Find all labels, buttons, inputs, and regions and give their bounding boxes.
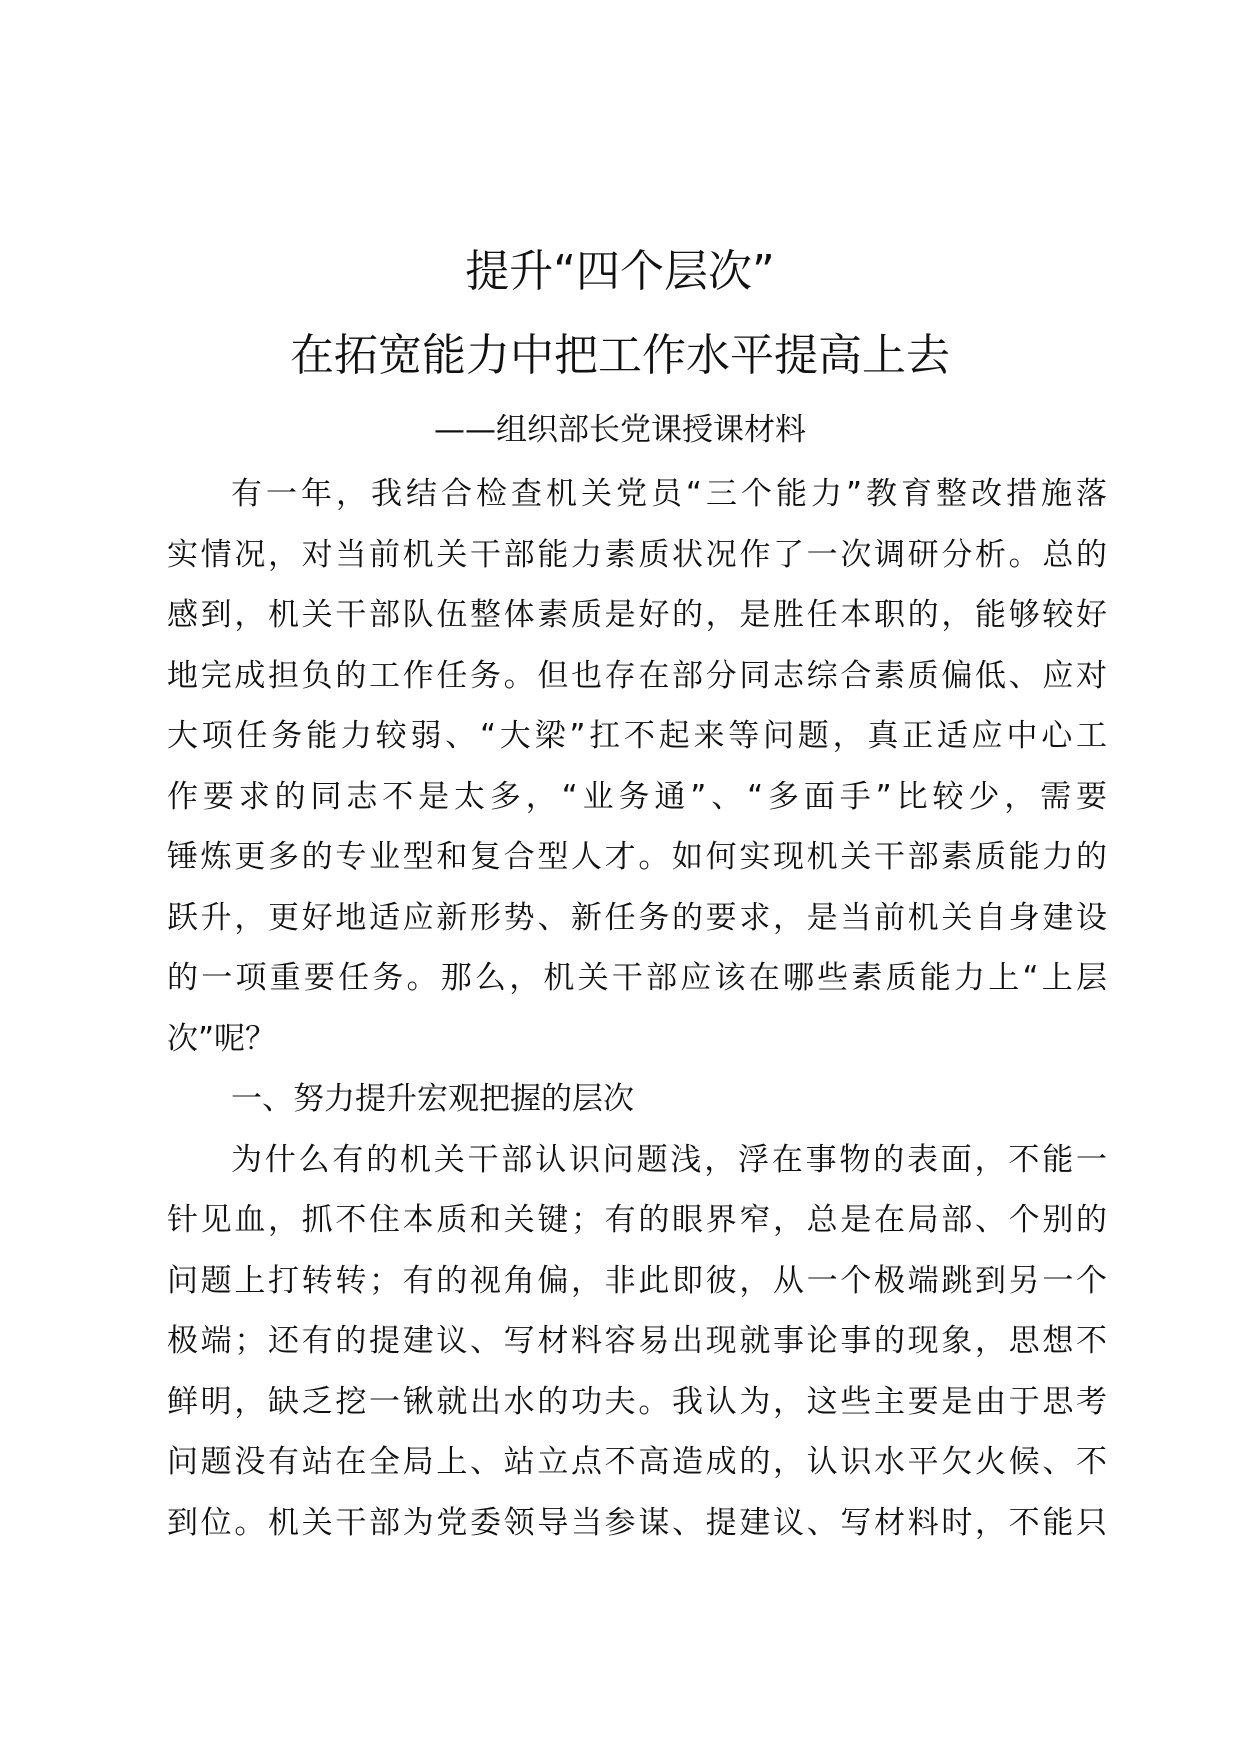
paragraph-2	[167, 1130, 1107, 1554]
paragraph-line: 为什么有的机关干部认识问题浅，浮在事物的表面，不能一	[231, 1141, 1107, 1178]
subtitle: ——组织部长党课授课材料	[434, 412, 806, 448]
paragraph-line: 次”呢？	[167, 1020, 277, 1057]
paragraph-1	[167, 464, 1107, 1069]
title-line-1: 提升“四个层次”	[465, 246, 775, 297]
paragraph-line: 感到，机关干部队伍整体素质是好的，是胜任本职的，能够较好	[167, 597, 1107, 633]
paragraph-line: 问题上打转转；有的视角偏，非此即彼，从一个极端跳到另一个	[167, 1262, 1107, 1299]
paragraph-line: 针见血，抓不住本质和关键；有的眼界窄，总是在局部、个别的	[167, 1202, 1107, 1238]
paragraph-line: 问题没有站在全局上、站立点不高造成的，认识水平欠火候、不	[167, 1444, 1107, 1480]
paragraph-line: 地完成担负的工作任务。但也存在部分同志综合素质偏低、应对	[167, 657, 1107, 694]
paragraph-line: 跃升，更好地适应新形势、新任务的要求，是当前机关自身建设	[167, 899, 1107, 936]
paragraph-line: 作要求的同志不是太多，“业务通”、“多面手”比较少，需要	[167, 778, 1107, 815]
paragraph-line: 有一年，我结合检查机关党员“三个能力”教育整改措施落	[231, 476, 1107, 512]
paragraph-line: 极端；还有的提建议、写材料容易出现就事论事的现象，思想不	[167, 1323, 1107, 1359]
paragraph-line: 大项任务能力较弱、“大梁”扛不起来等问题，真正适应中心工	[167, 718, 1107, 754]
paragraph-line: 实情况，对当前机关干部能力素质状况作了一次调研分析。总的	[167, 536, 1107, 573]
title-line-2: 在拓宽能力中把工作水平提高上去	[290, 330, 950, 381]
paragraph-line: 到位。机关干部为党委领导当参谋、提建议、写材料时，不能只	[167, 1504, 1107, 1541]
paragraph-line: 锤炼更多的专业型和复合型人才。如何实现机关干部素质能力的	[167, 839, 1107, 875]
paragraph-line: 鲜明，缺乏挖一锹就出水的功夫。我认为，这些主要是由于思考	[167, 1383, 1107, 1420]
document-body	[167, 464, 1107, 1553]
paragraph-line: 的一项重要任务。那么，机关干部应该在哪些素质能力上“上层	[167, 960, 1107, 996]
section-heading: 一、努力提升宏观把握的层次	[231, 1081, 634, 1117]
